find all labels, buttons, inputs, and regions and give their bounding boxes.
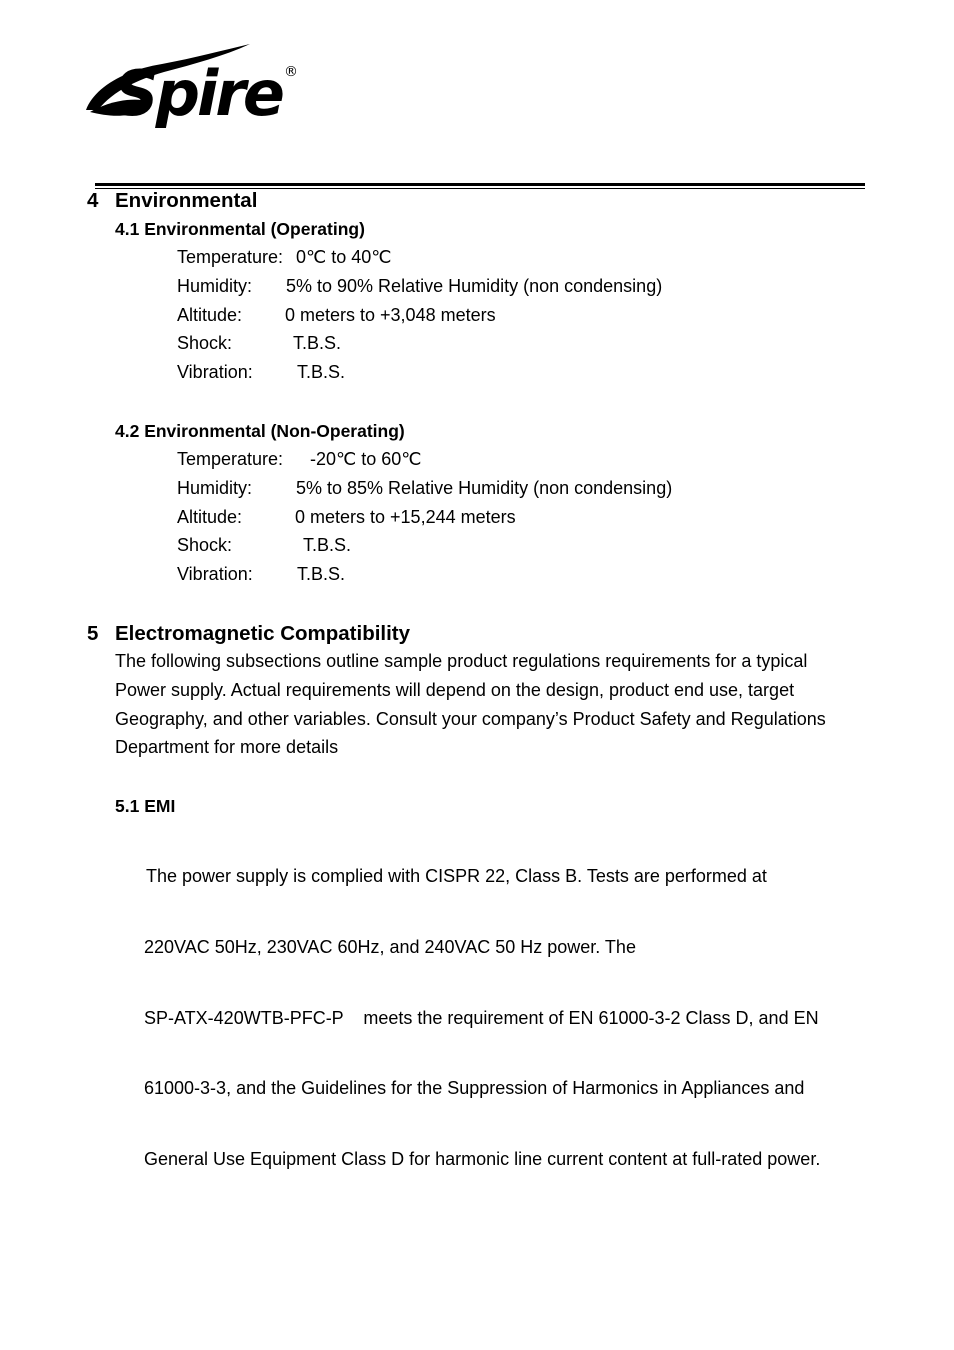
spec-label: Temperature:	[177, 449, 284, 469]
section-5-1-title: 5.1 EMI	[115, 796, 176, 816]
section-5-title: Electromagnetic Compatibility	[115, 622, 411, 645]
spire-logo	[84, 38, 304, 130]
paragraph-line: Geography, and other variables. Consult your company’s Product Safety and Regulations	[115, 708, 826, 729]
spec-row-altitude	[177, 305, 496, 326]
spec-value: T.B.S.	[303, 535, 352, 555]
spec-row-vibration	[177, 362, 346, 383]
spec-row-humidity	[177, 478, 673, 499]
spec-label: Humidity:	[177, 276, 253, 296]
paragraph-line: SP-ATX-420WTB-PFC-P meets the requirement of EN 61000-3-2 Class D, and EN	[144, 1007, 819, 1028]
spec-value: 5% to 90% Relative Humidity (non condensing)	[286, 276, 663, 296]
paragraph-line: 61000-3-3, and the Guidelines for the Suppression of Harmonics in Appliances and	[144, 1078, 805, 1099]
section-4-1-title: 4.1 Environmental (Operating)	[115, 219, 365, 239]
spec-label: Shock:	[177, 535, 233, 555]
paragraph-line: Power supply. Actual requirements will depend on the design, product end use, target	[115, 679, 795, 700]
section-4-number: 4	[87, 189, 99, 212]
spec-value: T.B.S.	[293, 333, 342, 353]
spec-row-shock	[177, 535, 352, 556]
section-4-title: Environmental	[115, 189, 258, 212]
spec-value: 0 meters to +15,244 meters	[295, 507, 516, 527]
spec-row-altitude	[177, 507, 516, 528]
spec-value: 5% to 85% Relative Humidity (non condensing)	[296, 478, 673, 498]
spec-label: Altitude:	[177, 507, 243, 527]
spec-label: Altitude:	[177, 305, 243, 325]
spec-label: Vibration:	[177, 362, 253, 382]
header-rule	[95, 183, 865, 186]
paragraph-line: General Use Equipment Class D for harmonic line current content at full-rated power.	[144, 1149, 821, 1170]
spec-row-vibration	[177, 564, 346, 585]
spec-value: -20℃ to 60℃	[310, 449, 422, 469]
section-5-number: 5	[87, 622, 99, 645]
spec-label: Temperature:	[177, 247, 284, 267]
section-5-intro	[115, 647, 826, 762]
spec-value: T.B.S.	[297, 564, 346, 584]
paragraph-line: 220VAC 50Hz, 230VAC 60Hz, and 240VAC 50 Hz power. The	[144, 936, 636, 957]
spec-label: Shock:	[177, 333, 233, 353]
paragraph-line: The power supply is complied with CISPR 22, Class B. Tests are performed at	[146, 866, 767, 886]
spec-value: 0℃ to 40℃	[296, 247, 392, 267]
spec-label: Humidity:	[177, 478, 253, 498]
spec-row-shock	[177, 333, 342, 354]
spec-value: T.B.S.	[297, 362, 346, 382]
spec-label: Vibration:	[177, 564, 253, 584]
logo-wordmark: Spire	[114, 57, 282, 130]
section-4-2-title: 4.2 Environmental (Non-Operating)	[115, 421, 405, 441]
spec-row-temperature	[177, 247, 392, 268]
spec-value: 0 meters to +3,048 meters	[285, 305, 496, 325]
registered-mark: ®	[284, 64, 298, 80]
spec-row-humidity	[177, 276, 663, 297]
paragraph-line: The following subsections outline sample product regulations requirements for a typical	[115, 651, 808, 671]
paragraph-line: Department for more details	[115, 737, 339, 758]
section-5-1-body	[144, 820, 820, 1195]
spec-row-temperature	[177, 449, 422, 470]
